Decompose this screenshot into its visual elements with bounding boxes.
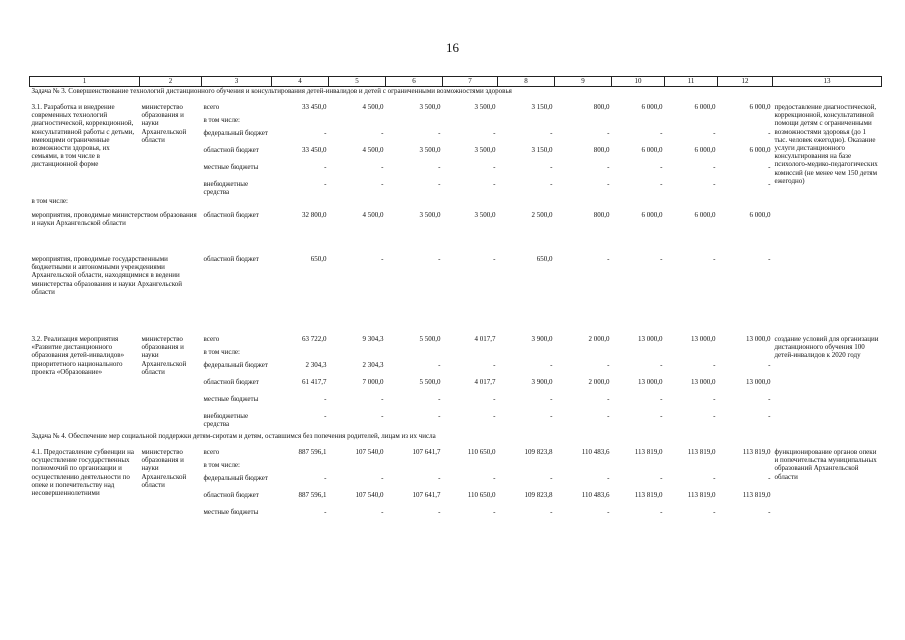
amount-cell: - xyxy=(607,474,610,482)
amount-cell: - xyxy=(550,412,553,420)
amount-cell xyxy=(386,116,443,129)
amount-cell: - xyxy=(438,129,441,137)
header-row xyxy=(30,77,882,87)
measure-name: 3.1. Разработка и внедрение современных технологий диагностической, коррекционной, консультативной работы с детьми, имеющими ограниченные возможности здоровья, их семьями, в том числе в дистанционной форме xyxy=(31,103,135,169)
amount-cell: 6 000,0 xyxy=(694,103,716,111)
amount-cell: - xyxy=(438,255,441,263)
funding-source: областной бюджет xyxy=(203,146,259,154)
amount-cell: 63 722,0 xyxy=(302,335,327,343)
amount-cell: 5 500,0 xyxy=(419,378,441,386)
amount-cell: - xyxy=(660,255,663,263)
table-row xyxy=(30,448,882,461)
amount-cell: - xyxy=(438,508,441,516)
amount-cell: - xyxy=(324,412,327,420)
header-cell: 1 xyxy=(30,77,140,87)
amount-cell: 9 304,3 xyxy=(362,335,384,343)
amount-cell: 4 017,7 xyxy=(474,378,496,386)
amount-cell: 13 000,0 xyxy=(691,335,716,343)
table-row xyxy=(30,211,882,255)
amount-cell: 113 819,0 xyxy=(742,491,771,499)
header-cell: 3 xyxy=(202,77,272,87)
measure-result: функционирование органов опеки и попечительства муниципальных образований Архангельской области xyxy=(774,448,877,481)
header-cell: 5 xyxy=(329,77,386,87)
amount-cell: 107 641,7 xyxy=(412,491,441,499)
amount-cell: 4 500,0 xyxy=(362,146,384,154)
amount-cell: - xyxy=(713,361,716,369)
amount-cell: - xyxy=(438,412,441,420)
measure-executor: министерство образования и науки Архангельской области xyxy=(141,448,187,489)
amount-cell: - xyxy=(324,474,327,482)
empty-cell xyxy=(202,197,272,211)
empty-cell xyxy=(718,197,773,211)
header-cell: 13 xyxy=(773,77,882,87)
funding-source: областной бюджет xyxy=(203,255,259,263)
header-cell: 2 xyxy=(140,77,202,87)
amount-cell: - xyxy=(660,395,663,403)
amount-cell xyxy=(718,348,773,361)
task-heading-row xyxy=(30,432,882,445)
amount-cell: 887 596,1 xyxy=(298,448,327,456)
amount-cell: 113 819,0 xyxy=(742,448,771,456)
amount-cell: 4 500,0 xyxy=(362,103,384,111)
amount-cell: 6 000,0 xyxy=(641,103,663,111)
amount-cell: - xyxy=(660,361,663,369)
amount-cell: - xyxy=(438,361,441,369)
measure-executor: министерство образования и науки Архангельской области xyxy=(141,335,187,376)
amount-cell xyxy=(612,461,665,474)
amount-cell: 2 304,3 xyxy=(362,361,384,369)
amount-cell: 4 017,7 xyxy=(474,335,496,343)
amount-cell: 3 150,0 xyxy=(531,146,553,154)
amount-cell: - xyxy=(607,180,610,188)
funding-source: местные бюджеты xyxy=(203,163,259,171)
amount-cell xyxy=(555,461,612,474)
amount-cell xyxy=(272,116,329,129)
amount-cell: 800,0 xyxy=(593,103,610,111)
amount-cell: - xyxy=(381,474,384,482)
funding-source: внебюджетные средства xyxy=(203,180,249,197)
amount-cell xyxy=(665,461,718,474)
amount-cell: - xyxy=(381,255,384,263)
amount-cell: - xyxy=(550,180,553,188)
sub-measure-name: мероприятия, проводимые государственными бюджетными и автономными учреждениями Архангельской области, находящимися в ведении министерства образования и науки Архангельской области xyxy=(31,255,183,296)
header-cell: 12 xyxy=(718,77,773,87)
amount-cell: 887 596,1 xyxy=(298,491,327,499)
empty-cell xyxy=(329,197,386,211)
funding-source: федеральный бюджет xyxy=(203,474,268,482)
amount-cell: 2 000,0 xyxy=(588,335,610,343)
table-row xyxy=(30,335,882,348)
amount-cell: - xyxy=(438,163,441,171)
amount-cell: 3 500,0 xyxy=(419,103,441,111)
amount-cell: 6 000,0 xyxy=(641,146,663,154)
amount-cell xyxy=(665,116,718,129)
funding-source: внебюджетные средства xyxy=(203,412,249,429)
amount-cell: 33 450,0 xyxy=(302,103,327,111)
amount-cell xyxy=(555,116,612,129)
task-heading: Задача № 3. Совершенствование технологий дистанционного обучения и консультирования детей-инвалидов и детей с ограниченными возможностями здоровья xyxy=(31,87,512,95)
empty-cell xyxy=(612,197,665,211)
amount-cell: - xyxy=(660,180,663,188)
amount-cell: - xyxy=(713,163,716,171)
funding-source: федеральный бюджет xyxy=(203,361,268,369)
amount-cell xyxy=(329,116,386,129)
amount-cell xyxy=(612,348,665,361)
amount-cell: - xyxy=(768,163,771,171)
header-cell: 4 xyxy=(272,77,329,87)
amount-cell: 110 483,6 xyxy=(581,491,610,499)
amount-cell: 6 000,0 xyxy=(641,211,663,219)
amount-cell: 110 650,0 xyxy=(467,491,496,499)
amount-cell xyxy=(272,348,329,361)
header-cell: 10 xyxy=(612,77,665,87)
amount-cell: - xyxy=(381,163,384,171)
amount-cell: 7 000,0 xyxy=(362,378,384,386)
amount-cell: 6 000,0 xyxy=(749,146,771,154)
amount-cell: - xyxy=(381,395,384,403)
amount-cell: 13 000,0 xyxy=(691,378,716,386)
table-row xyxy=(30,197,882,211)
amount-cell: - xyxy=(713,180,716,188)
page-number: 16 xyxy=(446,40,459,55)
task-heading-row xyxy=(30,87,882,101)
amount-cell: - xyxy=(550,395,553,403)
amount-cell xyxy=(718,461,773,474)
amount-cell: 110 650,0 xyxy=(467,448,496,456)
amount-cell: 107 540,0 xyxy=(355,491,384,499)
amount-cell: 13 000,0 xyxy=(746,378,771,386)
amount-cell xyxy=(443,348,498,361)
amount-cell: - xyxy=(713,395,716,403)
amount-cell: 6 000,0 xyxy=(694,146,716,154)
funding-source: в том числе: xyxy=(203,116,240,124)
funding-source: местные бюджеты xyxy=(203,508,259,516)
amount-cell: - xyxy=(713,255,716,263)
amount-cell xyxy=(329,348,386,361)
sub-measure-name: мероприятия, проводимые министерством образования и науки Архангельской области xyxy=(31,211,197,228)
amount-cell: - xyxy=(324,508,327,516)
amount-cell: - xyxy=(768,255,771,263)
amount-cell xyxy=(386,461,443,474)
amount-cell: 109 823,8 xyxy=(524,491,553,499)
funding-source: всего xyxy=(203,335,220,343)
amount-cell: - xyxy=(660,412,663,420)
empty-cell xyxy=(498,197,555,211)
amount-cell: 3 500,0 xyxy=(474,103,496,111)
measure-result: создание условий для организации дистанционного обучения 100 детей-инвалидов к 2020 году xyxy=(774,335,879,360)
amount-cell: - xyxy=(607,508,610,516)
funding-source: федеральный бюджет xyxy=(203,129,268,137)
funding-source: областной бюджет xyxy=(203,378,259,386)
header-cell: 8 xyxy=(498,77,555,87)
amount-cell: 800,0 xyxy=(593,146,610,154)
amount-cell: - xyxy=(768,412,771,420)
amount-cell: - xyxy=(550,508,553,516)
amount-cell: - xyxy=(713,474,716,482)
amount-cell: 107 641,7 xyxy=(412,448,441,456)
amount-cell: - xyxy=(550,361,553,369)
amount-cell: - xyxy=(768,395,771,403)
task-heading: Задача № 4. Обеспечение мер социальной поддержки детям-сиротам и детям, оставшимся без попечения родителей, лицам из их числа xyxy=(31,432,436,440)
amount-cell: 32 800,0 xyxy=(302,211,327,219)
amount-cell: - xyxy=(381,180,384,188)
empty-cell xyxy=(386,197,443,211)
amount-cell: 110 483,6 xyxy=(581,448,610,456)
amount-cell: - xyxy=(768,180,771,188)
amount-cell: - xyxy=(607,129,610,137)
amount-cell: 3 900,0 xyxy=(531,378,553,386)
amount-cell: 107 540,0 xyxy=(355,448,384,456)
table-row xyxy=(30,103,882,116)
header-cell: 7 xyxy=(443,77,498,87)
amount-cell: 6 000,0 xyxy=(694,211,716,219)
amount-cell: 650,0 xyxy=(536,255,553,263)
amount-cell: - xyxy=(768,129,771,137)
amount-cell: 13 000,0 xyxy=(746,335,771,343)
amount-cell: - xyxy=(607,255,610,263)
amount-cell: - xyxy=(768,474,771,482)
amount-cell xyxy=(272,461,329,474)
amount-cell xyxy=(612,116,665,129)
amount-cell: 3 150,0 xyxy=(531,103,553,111)
amount-cell: - xyxy=(493,255,496,263)
amount-cell: 109 823,8 xyxy=(524,448,553,456)
amount-cell: - xyxy=(381,412,384,420)
amount-cell: 800,0 xyxy=(593,211,610,219)
amount-cell: 5 500,0 xyxy=(419,335,441,343)
amount-cell xyxy=(498,116,555,129)
sub-measure-name: в том числе: xyxy=(31,197,68,205)
amount-cell: 2 304,3 xyxy=(305,361,327,369)
amount-cell: 3 500,0 xyxy=(474,146,496,154)
measure-executor: министерство образования и науки Архангельской области xyxy=(141,103,187,144)
amount-cell xyxy=(498,461,555,474)
amount-cell: 113 819,0 xyxy=(634,448,663,456)
amount-cell: - xyxy=(550,474,553,482)
funding-source: областной бюджет xyxy=(203,211,259,219)
funding-source: всего xyxy=(203,448,220,456)
amount-cell: - xyxy=(607,361,610,369)
amount-cell: - xyxy=(713,508,716,516)
funding-source: в том числе: xyxy=(203,461,240,469)
amount-cell: - xyxy=(607,395,610,403)
amount-cell: 3 900,0 xyxy=(531,335,553,343)
amount-cell: - xyxy=(493,180,496,188)
amount-cell: - xyxy=(713,412,716,420)
amount-cell xyxy=(555,348,612,361)
amount-cell: - xyxy=(438,395,441,403)
amount-cell: 3 500,0 xyxy=(419,146,441,154)
amount-cell: 13 000,0 xyxy=(638,378,663,386)
empty-cell xyxy=(665,197,718,211)
header-cell: 6 xyxy=(386,77,443,87)
amount-cell xyxy=(665,348,718,361)
amount-cell: 4 500,0 xyxy=(362,211,384,219)
funding-source: всего xyxy=(203,103,220,111)
amount-cell: - xyxy=(713,129,716,137)
amount-cell: - xyxy=(607,163,610,171)
amount-cell: - xyxy=(324,129,327,137)
amount-cell xyxy=(329,461,386,474)
amount-cell: - xyxy=(381,129,384,137)
amount-cell: 3 500,0 xyxy=(419,211,441,219)
amount-cell: - xyxy=(324,395,327,403)
amount-cell: - xyxy=(660,129,663,137)
amount-cell: - xyxy=(550,129,553,137)
amount-cell: - xyxy=(324,163,327,171)
amount-cell: - xyxy=(493,412,496,420)
amount-cell: - xyxy=(660,474,663,482)
amount-cell: 6 000,0 xyxy=(749,103,771,111)
amount-cell: 113 819,0 xyxy=(687,448,716,456)
amount-cell xyxy=(443,461,498,474)
amount-cell: - xyxy=(381,508,384,516)
amount-cell: - xyxy=(550,163,553,171)
empty-cell xyxy=(443,197,498,211)
amount-cell xyxy=(498,348,555,361)
amount-cell: - xyxy=(493,395,496,403)
measure-name: 3.2. Реализация мероприятия «Развитие дистанционного образования детей-инвалидов» приоритетного национального проекта «Образование» xyxy=(31,335,125,376)
funding-source: местные бюджеты xyxy=(203,395,259,403)
measure-result: предоставление диагностической, коррекционной, консультативной помощи детям с ограниченными возможностями здоровья (до 1 тыс. человек ежегодно). Оказание услуги дистанционного консультирования на базе психолого-медико-педагогических комиссий (не менее чем 150 детям ежегодно) xyxy=(774,103,878,185)
amount-cell xyxy=(386,348,443,361)
table-row xyxy=(30,255,882,335)
amount-cell: 3 500,0 xyxy=(474,211,496,219)
amount-cell: 13 000,0 xyxy=(638,335,663,343)
funding-source: в том числе: xyxy=(203,348,240,356)
program-table xyxy=(29,76,882,525)
amount-cell: - xyxy=(768,508,771,516)
amount-cell: 61 417,7 xyxy=(302,378,327,386)
amount-cell: - xyxy=(768,361,771,369)
amount-cell: - xyxy=(660,163,663,171)
empty-cell xyxy=(272,197,329,211)
amount-cell: 2 000,0 xyxy=(588,378,610,386)
amount-cell: 6 000,0 xyxy=(749,211,771,219)
amount-cell: - xyxy=(493,474,496,482)
amount-cell: - xyxy=(660,508,663,516)
amount-cell: 33 450,0 xyxy=(302,146,327,154)
amount-cell xyxy=(443,116,498,129)
amount-cell: - xyxy=(607,412,610,420)
header-cell: 11 xyxy=(665,77,718,87)
header-cell: 9 xyxy=(555,77,612,87)
amount-cell: - xyxy=(438,474,441,482)
amount-cell: 2 500,0 xyxy=(531,211,553,219)
amount-cell: - xyxy=(493,361,496,369)
amount-cell: - xyxy=(493,129,496,137)
amount-cell: 113 819,0 xyxy=(634,491,663,499)
amount-cell: - xyxy=(438,180,441,188)
amount-cell: 650,0 xyxy=(310,255,327,263)
funding-source: областной бюджет xyxy=(203,491,259,499)
empty-cell xyxy=(555,197,612,211)
measure-name: 4.1. Предоставление субвенции на осуществление государственных полномочий по организации и осуществлению деятельности по опеке и попечительству над несовершеннолетними xyxy=(31,448,135,498)
amount-cell: - xyxy=(493,508,496,516)
amount-cell: - xyxy=(493,163,496,171)
amount-cell: 113 819,0 xyxy=(687,491,716,499)
amount-cell xyxy=(718,116,773,129)
amount-cell: - xyxy=(324,180,327,188)
